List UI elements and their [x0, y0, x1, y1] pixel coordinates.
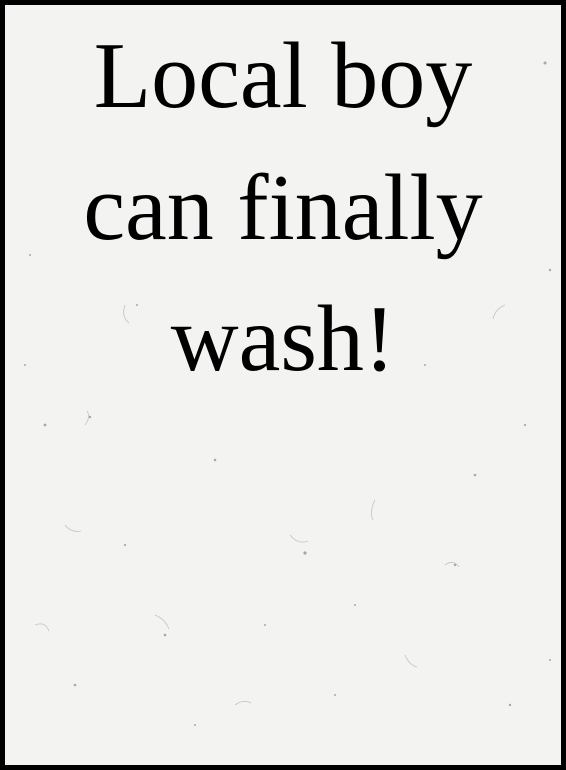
- headline: [5, 11, 561, 406]
- headline-line-2: can finally: [83, 155, 483, 260]
- headline-line-1: Local boy: [93, 24, 473, 128]
- headline-line-3: wash!: [170, 287, 396, 392]
